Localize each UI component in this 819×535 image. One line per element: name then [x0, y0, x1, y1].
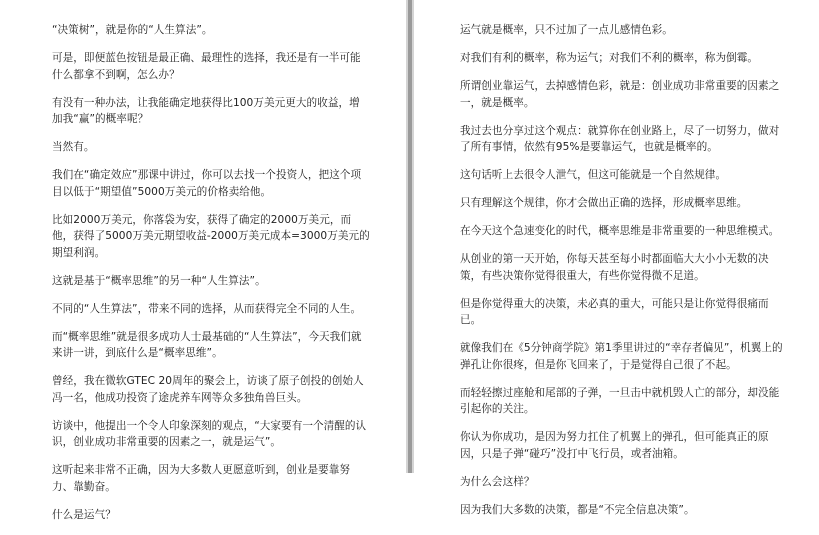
- paragraph: 只有理解这个规律，你才会做出正确的选择，形成概率思维。: [460, 197, 748, 209]
- paragraph: 访谈中，他提出一个令人印象深刻的观点，“大家要有一个清醒的认识，创业成功非常重要的因素之一，就是运气”。: [52, 419, 367, 448]
- paragraph: 比如2000万美元，你落袋为安，获得了确定的2000万美元，而他，获得了5000万美元期望收益-2000万美元成本=3000万美元的期望利润。: [52, 213, 370, 259]
- paragraph: 为什么会这样？: [460, 475, 535, 488]
- paragraph: 我们在“确定效应”那课中讲过，你可以去找一个投资人，把这个项目以低于“期望值”5000万美元的价格卖给他。: [52, 169, 362, 198]
- paragraph: 这听起来非常不正确，因为大多数人更愿意听到，创业是要靠努力、靠勤奋。: [52, 464, 351, 493]
- paragraph: “决策树”，就是你的“人生算法”。: [52, 24, 213, 36]
- right-page: [414, 0, 819, 516]
- paragraph: 这句话听上去很令人泄气，但这可能就是一个自然规律。: [460, 169, 727, 181]
- paragraph: 不同的“人生算法”，带来不同的选择，从而获得完全不同的人生。: [52, 302, 362, 315]
- paragraph: 这就是基于“概率思维”的另一种“人生算法”。: [52, 274, 266, 287]
- paragraph: 而“概率思维”就是很多成功人士最基础的“人生算法”，今天我们就来讲一讲，到底什么是“概率思维”。: [52, 330, 362, 359]
- paragraph: 我过去也分享过这个观点：就算你在创业路上，尽了一切努力，做对了所有事情，依然有95%是要靠运气，也就是概率的。: [460, 124, 780, 153]
- paragraph: 因为我们大多数的决策，都是“不完全信息决策”。: [460, 503, 695, 516]
- paragraph: 曾经，我在微软GTEC 20周年的聚会上，访谈了原子创投的创始人冯一名，他成功投资了途虎养车网等众多独角兽巨头。: [52, 375, 364, 404]
- paragraph: 什么是运气？: [52, 508, 116, 521]
- left-page: [0, 0, 406, 521]
- paragraph: 可是，即便蓝色按钮是最正确、最理性的选择，我还是有一半可能什么都拿不到啊，怎么办？: [52, 52, 361, 81]
- paragraph: 你认为你成功，是因为努力扛住了机翼上的弹孔，但可能真正的原因，只是子弹“碰巧”没打中飞行员，或者油箱。: [460, 431, 769, 460]
- paragraph: 从创业的第一天开始，你每天甚至每小时都面临大大小小无数的决策，有些决策你觉得很重大，有些你觉得微不足道。: [460, 253, 769, 282]
- paragraph: 就像我们在《5分钟商学院》第1季里讲过的“幸存者偏见”，机翼上的弹孔让你很疼，但是你飞回来了，于是觉得自己很了不起。: [460, 342, 783, 371]
- paragraph: 而轻轻擦过座舱和尾部的子弹，一旦击中就机毁人亡的部分，却没能引起你的关注。: [460, 386, 780, 415]
- paragraph: 当然有。: [52, 141, 95, 153]
- paragraph: 有没有一种办法，让我能确定地获得比100万美元更大的收益，增加我“赢”的概率呢？: [52, 96, 360, 125]
- paragraph: 在今天这个急速变化的时代，概率思维是非常重要的一种思维模式。: [460, 225, 780, 237]
- right-page-text: [460, 22, 784, 530]
- paragraph: 所谓创业靠运气，去掉感情色彩，就是：创业成功非常重要的因素之一，就是概率。: [460, 80, 780, 109]
- paragraph: 但是你觉得重大的决策，未必真的重大，可能只是让你觉得很痛而已。: [460, 297, 769, 326]
- paragraph: 运气就是概率，只不过加了一点儿感情色彩。: [460, 24, 673, 36]
- paragraph: 对我们有利的概率，称为运气；对我们不利的概率，称为倒霉。: [460, 52, 759, 64]
- page-divider: [406, 0, 414, 473]
- left-page-text: [52, 22, 370, 535]
